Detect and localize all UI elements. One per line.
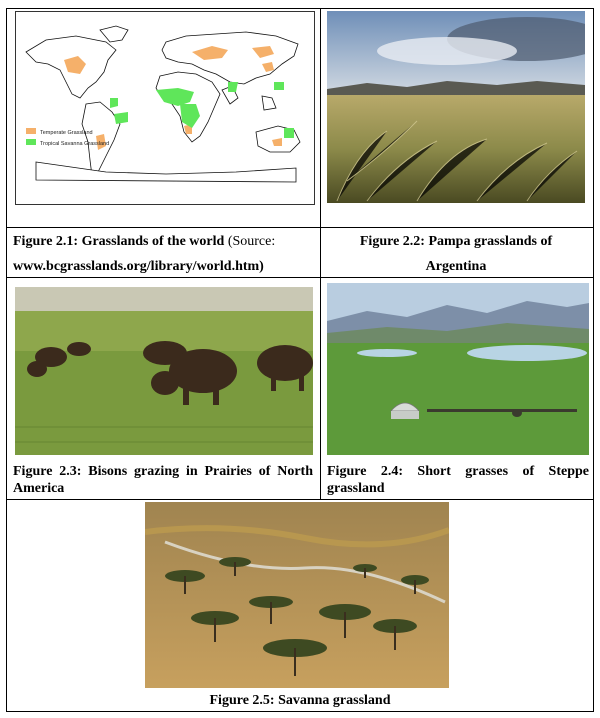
caption-figure-2-4: Figure 2.4: Short grasses of Steppe grassland [327,464,589,496]
legend-swatch-temperate [26,128,36,134]
caption-figure-2-1 [13,229,313,279]
caption-2-2-line2: Argentina [425,259,487,274]
savanna-grassland-photo [145,502,449,688]
caption-figure-2-2 [325,229,587,279]
table-divider-row3 [7,499,593,500]
world-grasslands-map [15,11,315,205]
legend-swatch-tropical [26,139,36,145]
figure-table [6,8,594,712]
bison-prairie-photo [15,287,313,455]
legend-tropical-label: Tropical Savanna Grassland [40,141,110,147]
table-divider-vertical-top [320,9,321,499]
caption-figure-2-3: Figure 2.3: Bisons grazing in Prairies of North America [13,464,313,496]
caption-2-1-source: (Source: [227,234,276,249]
caption-2-1-bold: Figure 2.1: Grasslands of the world [13,234,225,249]
caption-figure-2-5: Figure 2.5: Savanna grassland [209,693,391,708]
caption-2-1-url: www.bcgrasslands.org/library/world.htm) [13,259,264,274]
table-divider-row1 [7,227,593,228]
caption-2-2-line1: Figure 2.2: Pampa grasslands of [359,234,553,249]
pampa-grassland-photo [327,11,585,203]
legend-temperate-label: Temperate Grassland [40,130,93,136]
steppe-grassland-photo [327,283,589,455]
